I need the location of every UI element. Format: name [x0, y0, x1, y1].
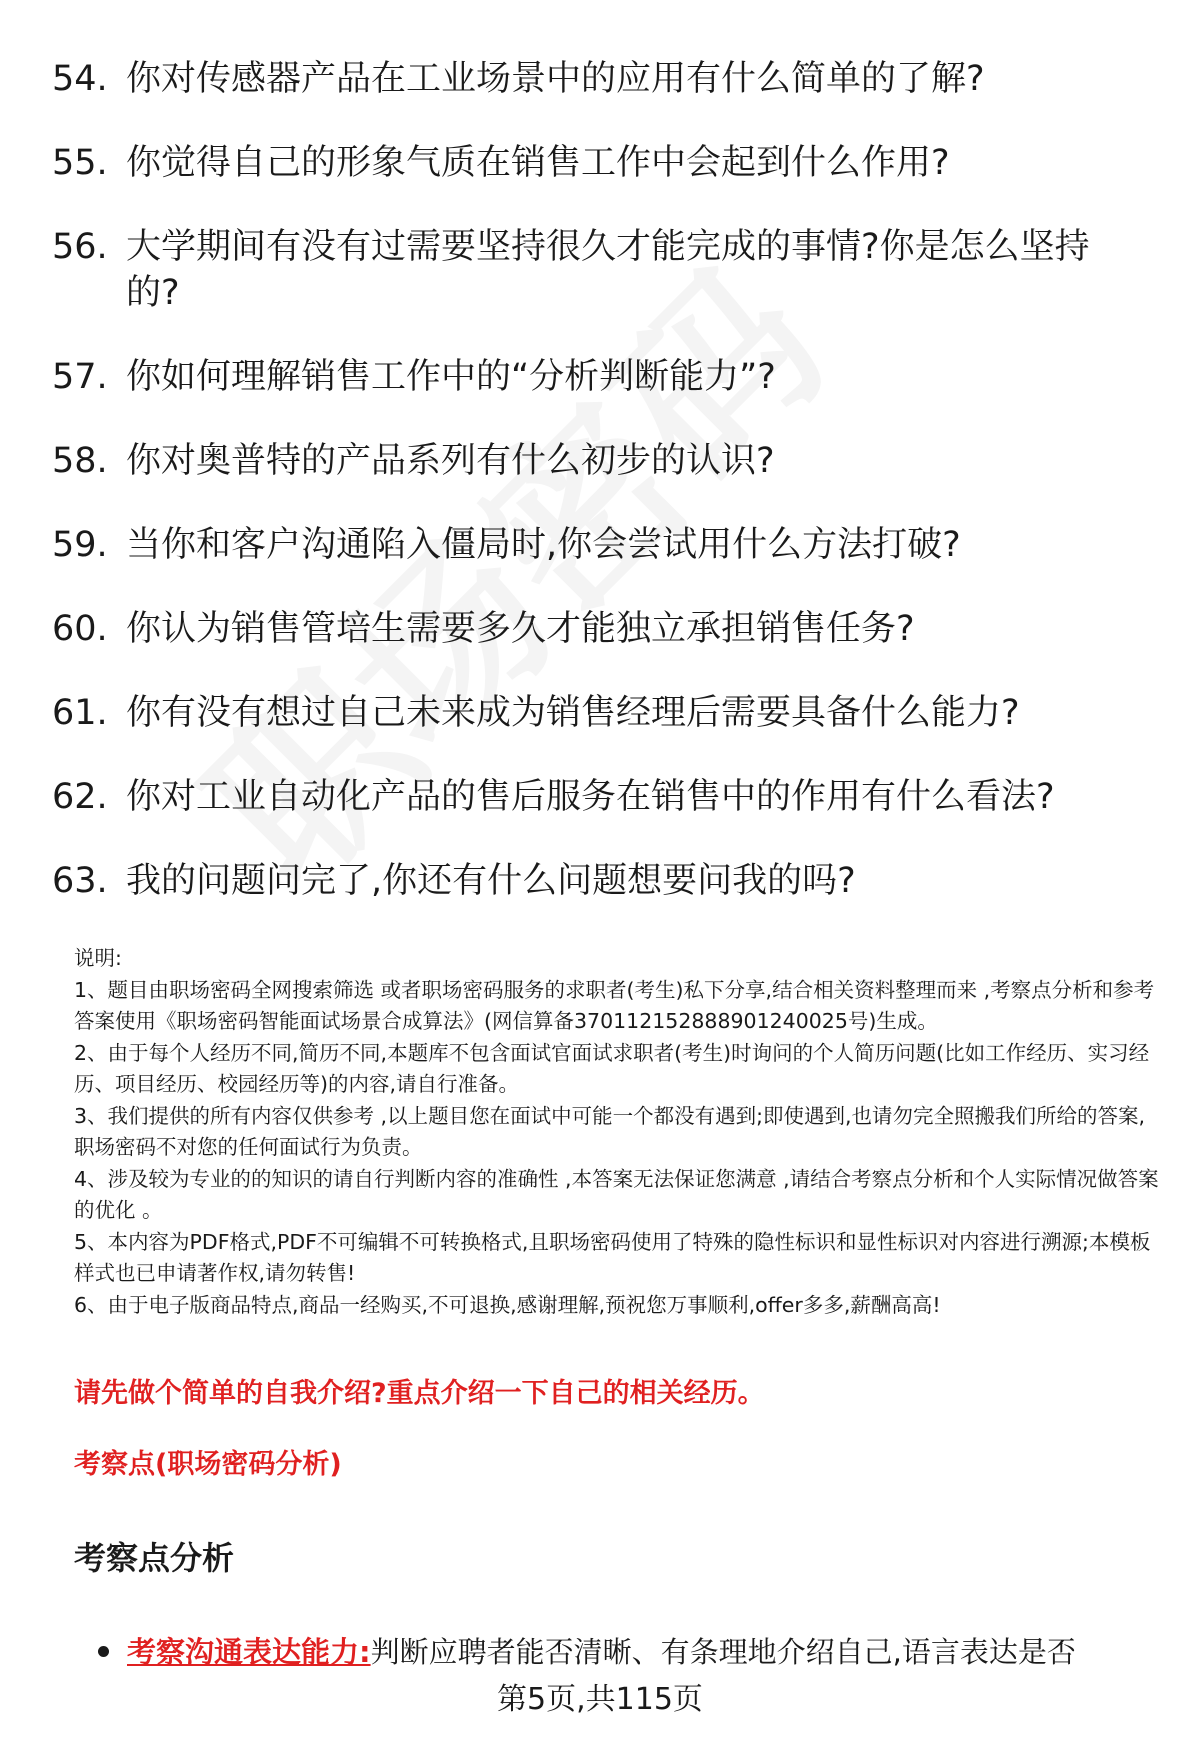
question-number: 61.	[52, 693, 108, 733]
question-item	[52, 606, 1142, 652]
question-text: 大学期间有没有过需要坚持很久才能完成的事情?你是怎么坚持的?	[126, 227, 1090, 313]
note-item: 1、题目由职场密码全网搜索筛选 或者职场密码服务的求职者(考生)私下分享,结合相关资料整理而来 ,考察点分析和参考答案使用《职场密码智能面试场景合成算法》(网信算备370112152888901240025号)生成。	[74, 977, 1155, 1033]
question-item	[52, 140, 1142, 186]
bullet-label: 考察沟通表达能力:	[127, 1635, 371, 1669]
question-list	[52, 56, 1142, 942]
question-text: 你对工业自动化产品的售后服务在销售中的作用有什么看法?	[126, 777, 1055, 817]
note-item: 4、涉及较为专业的的知识的请自行判断内容的准确性 ,本答案无法保证您满意 ,请结合考察点分析和个人实际情况做答案的优化 。	[74, 1166, 1159, 1222]
question-number: 56.	[52, 227, 108, 267]
question-text: 当你和客户沟通陷入僵局时,你会尝试用什么方法打破?	[126, 525, 961, 565]
question-number: 57.	[52, 357, 108, 397]
bullet-text: 判断应聘者能否清晰、有条理地介绍自己,语言表达是否	[370, 1635, 1076, 1669]
question-text: 我的问题问完了,你还有什么问题想要问我的吗?	[126, 861, 856, 901]
note-item: 5、本内容为PDF格式,PDF不可编辑不可转换格式,且职场密码使用了特殊的隐性标识和显性标识对内容进行溯源;本模板样式也已申请著作权,请勿转售!	[74, 1229, 1151, 1285]
question-item	[52, 690, 1142, 736]
notes-block	[74, 943, 1164, 1321]
exam-point-heading: 考察点(职场密码分析)	[74, 1449, 342, 1480]
question-text: 你觉得自己的形象气质在销售工作中会起到什么作用?	[126, 143, 950, 183]
note-item: 3、我们提供的所有内容仅供参考 ,以上题目您在面试中可能一个都没有遇到;即使遇到,也请勿完全照搬我们所给的答案,职场密码不对您的任何面试行为负责。	[74, 1103, 1146, 1159]
question-item	[52, 438, 1142, 484]
question-item	[52, 858, 1142, 904]
note-item: 6、由于电子版商品特点,商品一经购买,不可退换,感谢理解,预祝您万事顺利,offer多多,薪酬高高!	[74, 1292, 941, 1317]
question-item	[52, 354, 1142, 400]
question-text: 你对奥普特的产品系列有什么初步的认识?	[126, 441, 775, 481]
question-item	[52, 224, 1142, 316]
section-title: 考察点分析	[74, 1539, 235, 1577]
question-text: 你对传感器产品在工业场景中的应用有什么简单的了解?	[126, 59, 985, 99]
question-text: 你如何理解销售工作中的“分析判断能力”?	[126, 357, 776, 397]
question-title: 请先做个简单的自我介绍?重点介绍一下自己的相关经历。	[74, 1378, 765, 1409]
page-footer: 第5页,共115页	[497, 1682, 703, 1717]
notes-heading: 说明:	[74, 946, 122, 970]
question-number: 55.	[52, 143, 108, 183]
question-text: 你认为销售管培生需要多久才能独立承担销售任务?	[126, 609, 915, 649]
note-item: 2、由于每个人经历不同,简历不同,本题库不包含面试官面试求职者(考生)时询问的个人简历问题(比如工作经历、实习经历、项目经历、校园经历等)的内容,请自行准备。	[74, 1040, 1150, 1096]
bullet-dot-icon	[98, 1646, 109, 1657]
question-number: 59.	[52, 525, 108, 565]
question-number: 54.	[52, 59, 108, 99]
question-number: 58.	[52, 441, 108, 481]
question-item	[52, 56, 1142, 102]
question-item	[52, 774, 1142, 820]
bullet-item	[98, 1632, 1158, 1672]
question-number: 62.	[52, 777, 108, 817]
question-text: 你有没有想过自己未来成为销售经理后需要具备什么能力?	[126, 693, 1020, 733]
question-number: 60.	[52, 609, 108, 649]
question-number: 63.	[52, 861, 108, 901]
question-item	[52, 522, 1142, 568]
